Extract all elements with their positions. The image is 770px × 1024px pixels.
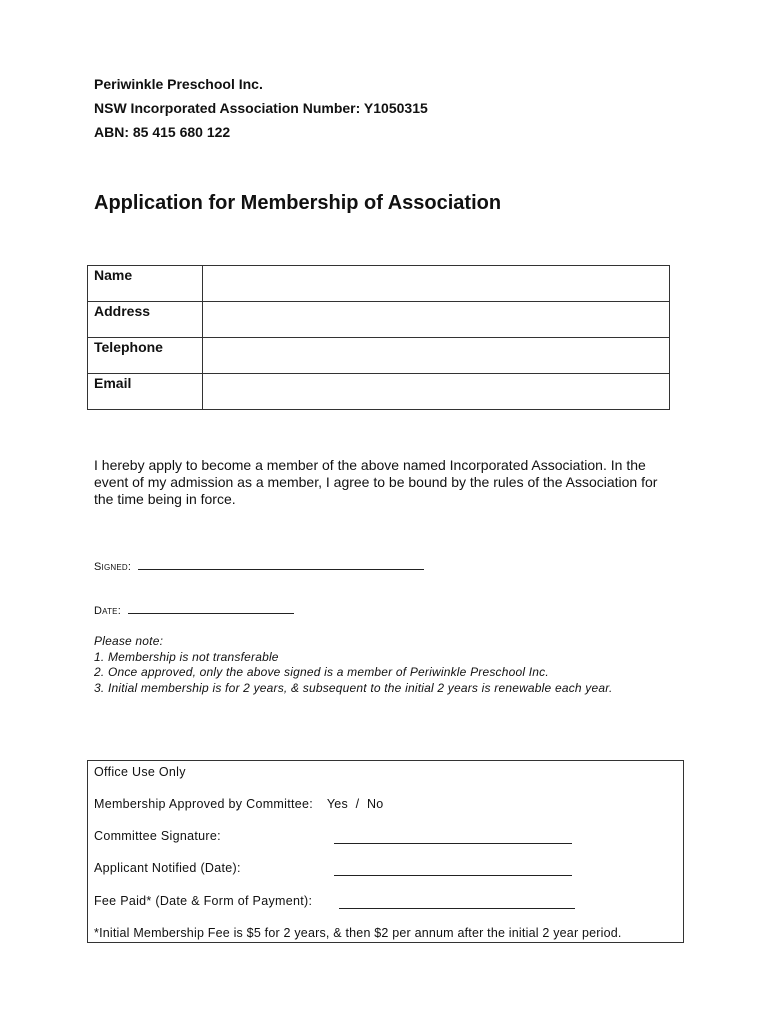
date-row <box>94 603 294 617</box>
table-row <box>88 302 670 338</box>
committee-signature-row <box>94 829 221 843</box>
office-use-box <box>87 760 684 943</box>
note-item: 1. Membership is not transferable <box>94 649 279 664</box>
applicant-details-table <box>87 265 670 410</box>
notes-section <box>94 634 664 696</box>
approved-row <box>94 797 384 811</box>
address-field[interactable] <box>203 302 670 338</box>
telephone-label: Telephone <box>88 338 203 374</box>
committee-signature-label: Committee Signature: <box>94 829 221 843</box>
note-item: 3. Initial membership is for 2 years, & subsequent to the initial 2 years is renewable each year. <box>94 680 613 695</box>
date-label: Date: <box>94 605 121 617</box>
table-row <box>88 266 670 302</box>
telephone-field[interactable] <box>203 338 670 374</box>
form-title: Application for Membership of Association <box>94 192 502 214</box>
approved-label: Membership Approved by Committee: <box>94 797 314 811</box>
approved-options[interactable]: Yes / No <box>326 797 384 811</box>
abn-number: ABN: 85 415 680 122 <box>94 124 231 140</box>
email-label: Email <box>88 374 203 410</box>
fee-paid-line[interactable] <box>339 894 575 909</box>
name-field[interactable] <box>203 266 670 302</box>
signed-label: Signed: <box>94 561 132 573</box>
address-label: Address <box>88 302 203 338</box>
applicant-notified-row <box>94 861 241 875</box>
applicant-notified-line[interactable] <box>334 861 572 876</box>
name-label: Name <box>88 266 203 302</box>
note-item: 2. Once approved, only the above signed is a member of Periwinkle Preschool Inc. <box>94 665 549 680</box>
fee-note: *Initial Membership Fee is $5 for 2 years, & then $2 per annum after the initial 2 year period. <box>94 926 622 940</box>
table-row <box>88 374 670 410</box>
organisation-name: Periwinkle Preschool Inc. <box>94 76 263 92</box>
office-use-heading: Office Use Only <box>94 765 186 779</box>
email-field[interactable] <box>203 374 670 410</box>
applicant-notified-label: Applicant Notified (Date): <box>94 861 241 875</box>
membership-declaration: I hereby apply to become a member of the above named Incorporated Association. In the event of my admission as a member, I agree to be bound by the rules of the Association for the time being in force. <box>94 457 658 507</box>
notes-heading: Please note: <box>94 634 164 648</box>
fee-paid-row <box>94 894 312 908</box>
signature-line[interactable] <box>138 559 424 570</box>
association-number: NSW Incorporated Association Number: Y1050315 <box>94 100 428 116</box>
date-line[interactable] <box>128 603 294 614</box>
signed-row <box>94 559 424 573</box>
fee-paid-label: Fee Paid* (Date & Form of Payment): <box>94 894 313 908</box>
committee-signature-line[interactable] <box>334 829 572 844</box>
table-row <box>88 338 670 374</box>
